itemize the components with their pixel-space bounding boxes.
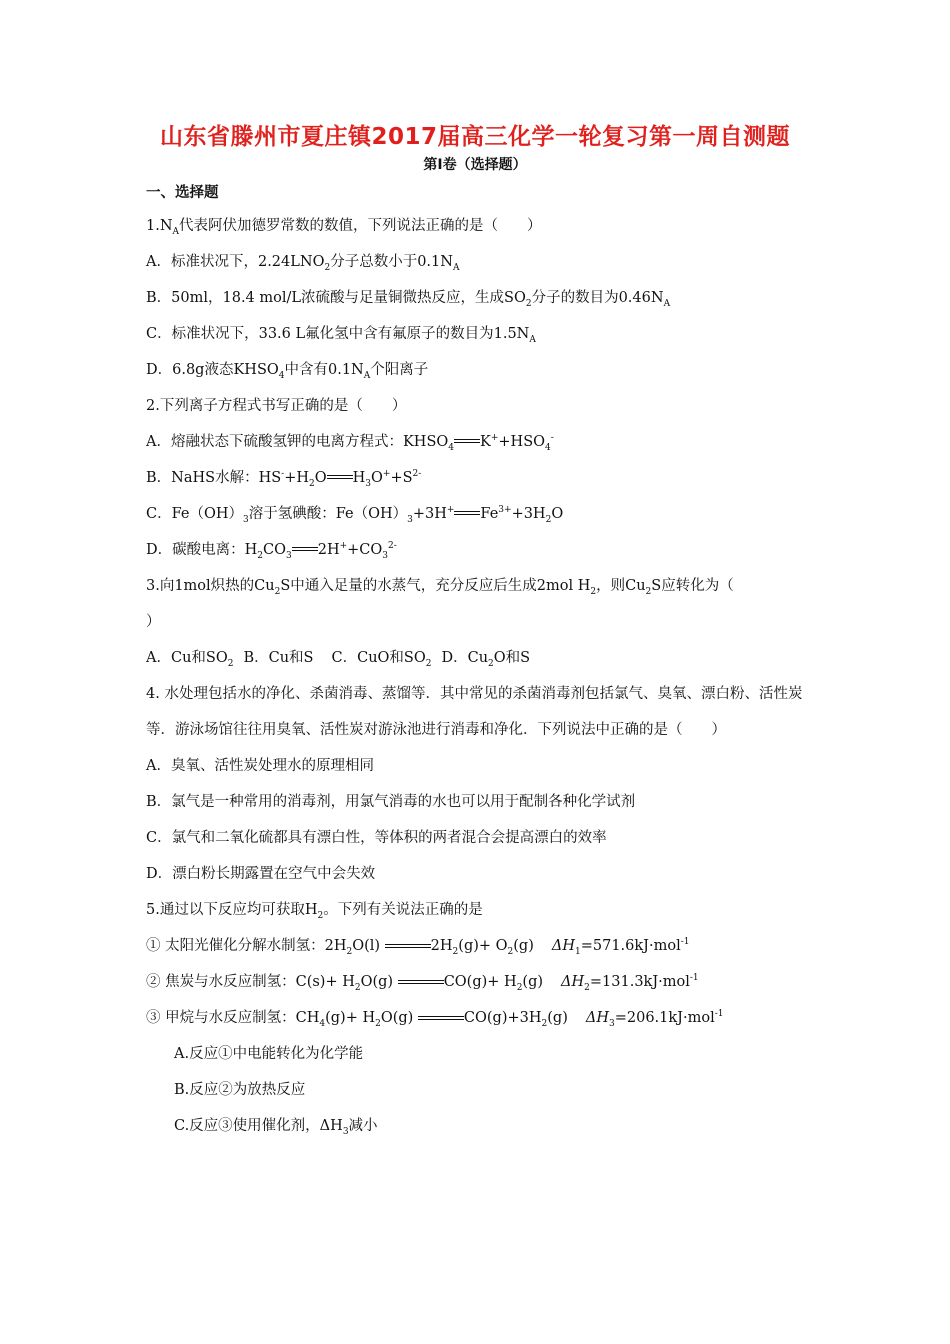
question-2-option-a: A．熔融状态下硫酸氢钾的电离方程式：$KHSO_4$ $K^++HSO_4^-$ — [146, 433, 554, 453]
equals-sign — [454, 511, 480, 515]
reaction-arrow — [385, 944, 431, 948]
question-4-option-a: A．臭氧、活性炭处理水的原理相同 — [146, 758, 374, 774]
page-title: 山东省滕州市夏庄镇2017届高三化学一轮复习第一周自测题 — [159, 124, 790, 150]
reaction-arrow — [398, 980, 444, 984]
question-5-reaction-2: ② 焦炭与水反应制氢：$C(s)+ H_2O(g)$ $CO(g)+ H_2(g)$ $\Delta H_2=131.3kJ\cdot mol^{-1}$ — [146, 973, 699, 993]
section-heading: 一、选择题 — [146, 185, 219, 201]
question-1-option-c: C．标准状况下，33.6 L氟化氢中含有氟原子的数目为$1.5N_A$ — [146, 326, 536, 345]
question-5-option-b: B.反应②为放热反应 — [174, 1082, 306, 1098]
question-5-reaction-3: ③ 甲烷与水反应制氢：$CH_4(g)+ H_2O(g)$ $CO(g)+3H_2(g)$ $\Delta H_3=206.1kJ\cdot mol^{-1}$ — [146, 1009, 724, 1029]
question-2-option-d: D．碳酸电离：$H_2CO_3$ $2H^++CO_3^{2-}$ — [146, 541, 397, 561]
question-1-stem: $1.N_A$代表阿伏加德罗常数的数值，下列说法正确的是（ ） — [146, 218, 542, 237]
question-list — [146, 208, 810, 1144]
question-3-stem-continued: ） — [146, 614, 161, 630]
question-4-option-d: D．漂白粉长期露置在空气中会失效 — [146, 866, 376, 882]
question-2-option-b: B．NaHS水解：$HS^-+H_2O$ $H_3O^++S^{2-}$ — [146, 469, 422, 489]
question-1-option-d: D．6.8g液态$KHSO_4$中含有$0.1N_A$个阳离子 — [146, 362, 429, 381]
question-2-stem: 2.下列离子方程式书写正确的是（ ） — [146, 398, 407, 414]
equals-sign — [327, 475, 353, 479]
question-5-option-a: A.反应①中电能转化为化学能 — [174, 1046, 364, 1062]
question-3-options: A．Cu和$SO_2$ B．Cu和S C．CuO和$SO_2$ D．$Cu_2O$和S — [146, 650, 531, 669]
question-3-stem: 3.向1mol炽热的$Cu_2S$中通入足量的水蒸气，充分反应后生成2mol $H_2$，则$Cu_2S$应转化为（ — [146, 578, 734, 597]
question-4-option-c: C．氯气和二氧化硫都具有漂白性，等体积的两者混合会提高漂白的效率 — [146, 830, 607, 846]
question-2-option-c: C．$Fe(OH)_3$溶于氢碘酸：$Fe(OH)_3+3H^+$ $Fe^{3+}+3H_2O$ — [146, 505, 564, 525]
reaction-arrow — [418, 1016, 464, 1020]
question-5-stem: 5.通过以下反应均可获取$H_2$。下列有关说法正确的是 — [146, 902, 483, 921]
question-1-option-a: A．标准状况下，$2.24LNO_2$分子总数小于$0.1N_A$ — [146, 254, 460, 273]
question-1-option-b: B．50ml，18.4 mol/L浓硫酸与足量铜微热反应，生成$SO_2$分子的数目为$0.46N_A$ — [146, 290, 671, 309]
equals-sign — [292, 547, 318, 551]
question-5-reaction-1: ① 太阳光催化分解水制氢：$2H_2O(l)$ $2H_2(g)+ O_2(g)$ $\Delta H_1=571.6kJ\cdot mol^{-1}$ — [146, 937, 690, 957]
question-5-option-c: C.反应③使用催化剂，$\Delta H_3$减小 — [174, 1118, 378, 1137]
question-4-stem: 4. 水处理包括水的净化、杀菌消毒、蒸馏等．其中常见的杀菌消毒剂包括氯气、臭氧、漂白粉、活性炭等．游泳场馆往往用臭氧、活性炭对游泳池进行消毒和净化．下列说法中正确的是（ ） — [146, 686, 803, 738]
part-subtitle: 第Ⅰ卷（选择题） — [423, 157, 527, 173]
question-4-option-b: B．氯气是一种常用的消毒剂，用氯气消毒的水也可以用于配制各种化学试剂 — [146, 794, 636, 810]
equals-sign — [454, 439, 480, 443]
